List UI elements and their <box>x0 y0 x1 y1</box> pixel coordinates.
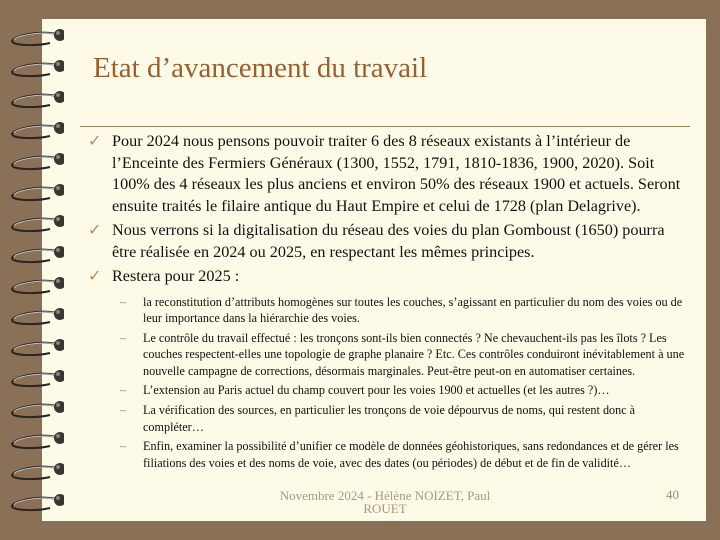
dash-icon: – <box>120 403 127 418</box>
sub-bullet-text: La vérification des sources, en particulier les tronçons de voie dépourvus de noms, qui restent donc à compléter… <box>143 403 636 434</box>
spiral-ring-icon <box>8 367 64 389</box>
spiral-ring-icon <box>8 26 64 48</box>
checkmark-icon: ✓ <box>88 268 102 285</box>
spiral-ring-icon <box>8 243 64 265</box>
bullet-item <box>88 131 688 217</box>
sub-bullet-item <box>88 438 688 471</box>
title-divider <box>80 126 690 127</box>
bullet-item <box>88 266 688 288</box>
spiral-ring-icon <box>8 460 64 482</box>
bullet-text: Pour 2024 nous pensons pouvoir traiter 6 des 8 réseaux existants à l’intérieur de l’Enceinte des Fermiers Généraux (1300, 1552, 1791, 1810-1836, 1900, 2020). Soit 100% des 4 réseaux les plus anciens et environ 50% des réseaux 1900 et actuels. Seront ensuite traités le filaire antique du Haut Empire et celui de 1728 (plan Delagrive). <box>112 132 681 215</box>
sub-bullet-item <box>88 402 688 435</box>
sub-bullet-item <box>88 294 688 327</box>
spiral-ring-icon <box>8 57 64 79</box>
spiral-ring-icon <box>8 150 64 172</box>
spiral-ring-icon <box>8 181 64 203</box>
bullet-item <box>88 220 688 263</box>
dash-icon: – <box>120 294 127 309</box>
page-number: 40 <box>666 487 679 502</box>
spiral-ring-icon <box>8 119 64 141</box>
spiral-ring-icon <box>8 212 64 234</box>
bullet-text: Restera pour 2025 : <box>112 267 240 285</box>
spiral-ring-icon <box>8 491 64 513</box>
bullet-text: Nous verrons si la digitalisation du réseau des voies du plan Gomboust (1650) pourra être réalisée en 2024 ou 2025, en respectant les mêmes principes. <box>112 221 665 261</box>
spiral-ring-icon <box>8 274 64 296</box>
spiral-ring-icon <box>8 305 64 327</box>
dash-icon: – <box>120 330 127 345</box>
slide-content <box>88 131 688 474</box>
sub-bullet-text: la reconstitution d’attributs homogènes sur toutes les couches, s’agissant en particulier du nom des voies ou de leur importance dans la hiérarchie des voies. <box>143 294 683 326</box>
spiral-ring-icon <box>8 429 64 451</box>
checkmark-icon: ✓ <box>88 222 102 239</box>
sub-bullet-item <box>88 330 688 380</box>
sub-bullet-text: Le contrôle du travail effectué : les tronçons sont-ils bien connectés ? Ne chevauchent-ils pas les îlots ? Les couches respectent-elles une topologie de graphe planaire ? Etc. Ces contrôles conduiront inévitablement à une nouvelle campagne de corrections, désormais marginales. Peut-être peut-on en automatiser certaines. <box>143 330 685 378</box>
spiral-ring-icon <box>8 336 64 358</box>
spiral-ring-icon <box>8 88 64 110</box>
slide-footer: Novembre 2024 - Hélène NOIZET, Paul ROUET <box>279 488 491 516</box>
dash-icon: – <box>120 383 127 398</box>
sub-bullet-text: L’extension au Paris actuel du champ couvert pour les voies 1900 et actuelles (et les autres ?)… <box>143 383 610 398</box>
slide-title: Etat d’avancement du travail <box>93 52 428 84</box>
sub-bullet-text: Enfin, examiner la possibilité d’unifier ce modèle de données géohistoriques, sans redondances et de gérer les filiations des voies et des noms de voie, avec des dates (ou périodes) de début et de fin de validité… <box>143 439 679 470</box>
spiral-ring-icon <box>8 398 64 420</box>
dash-icon: – <box>120 439 127 454</box>
sub-bullet-item <box>88 382 688 399</box>
checkmark-icon: ✓ <box>88 133 102 150</box>
